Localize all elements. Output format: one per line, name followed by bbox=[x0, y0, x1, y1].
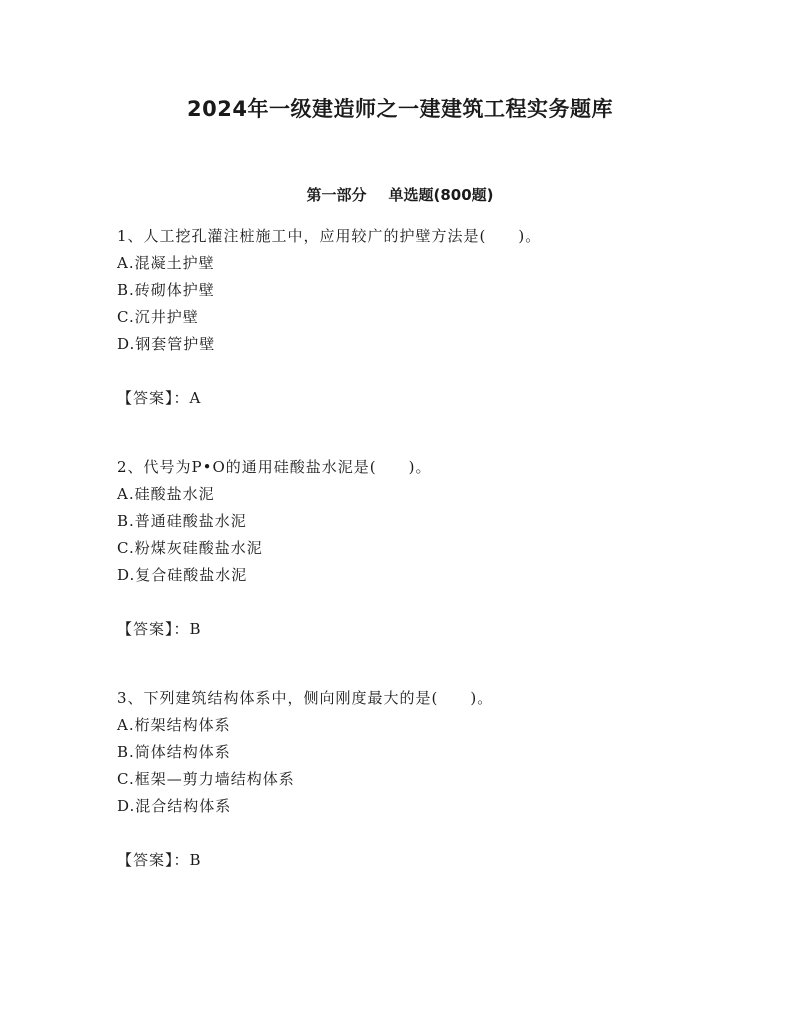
answer-label: 【答案】： bbox=[117, 851, 190, 869]
option-c: C.粉煤灰硅酸盐水泥 bbox=[117, 539, 263, 557]
answer-value: A bbox=[189, 389, 202, 407]
answer-value: B bbox=[189, 851, 202, 869]
answer-line bbox=[117, 616, 717, 643]
option-a: A.硅酸盐水泥 bbox=[117, 485, 215, 503]
section-heading bbox=[0, 183, 800, 207]
option-a: A.混凝土护壁 bbox=[117, 254, 215, 272]
question-1 bbox=[117, 223, 717, 412]
question-3 bbox=[117, 685, 717, 874]
option-c: C.沉井护壁 bbox=[117, 308, 199, 326]
question-stem: 1、人工挖孔灌注桩施工中，应用较广的护壁方法是( )。 bbox=[117, 227, 542, 245]
answer-value: B bbox=[189, 620, 202, 638]
option-a: A.桁架结构体系 bbox=[117, 716, 231, 734]
option-d: D.钢套管护壁 bbox=[117, 335, 216, 353]
option-d: D.复合硅酸盐水泥 bbox=[117, 566, 248, 584]
question-2 bbox=[117, 454, 717, 643]
section-name: 单选题(800题) bbox=[388, 186, 494, 204]
answer-label: 【答案】： bbox=[117, 620, 190, 638]
option-d: D.混合结构体系 bbox=[117, 797, 232, 815]
question-stem: 2、代号为P•O的通用硅酸盐水泥是( )。 bbox=[117, 458, 432, 476]
option-b: B.筒体结构体系 bbox=[117, 743, 231, 761]
option-c: C.框架—剪力墙结构体系 bbox=[117, 770, 295, 788]
section-part: 第一部分 bbox=[306, 186, 367, 204]
option-b: B.砖砌体护壁 bbox=[117, 281, 215, 299]
answer-line bbox=[117, 847, 717, 874]
answer-line bbox=[117, 385, 717, 412]
option-b: B.普通硅酸盐水泥 bbox=[117, 512, 247, 530]
answer-label: 【答案】： bbox=[117, 389, 190, 407]
document-title: 2024年一级建造师之一建建筑工程实务题库 bbox=[187, 97, 613, 121]
question-stem: 3、下列建筑结构体系中，侧向刚度最大的是( )。 bbox=[117, 689, 494, 707]
